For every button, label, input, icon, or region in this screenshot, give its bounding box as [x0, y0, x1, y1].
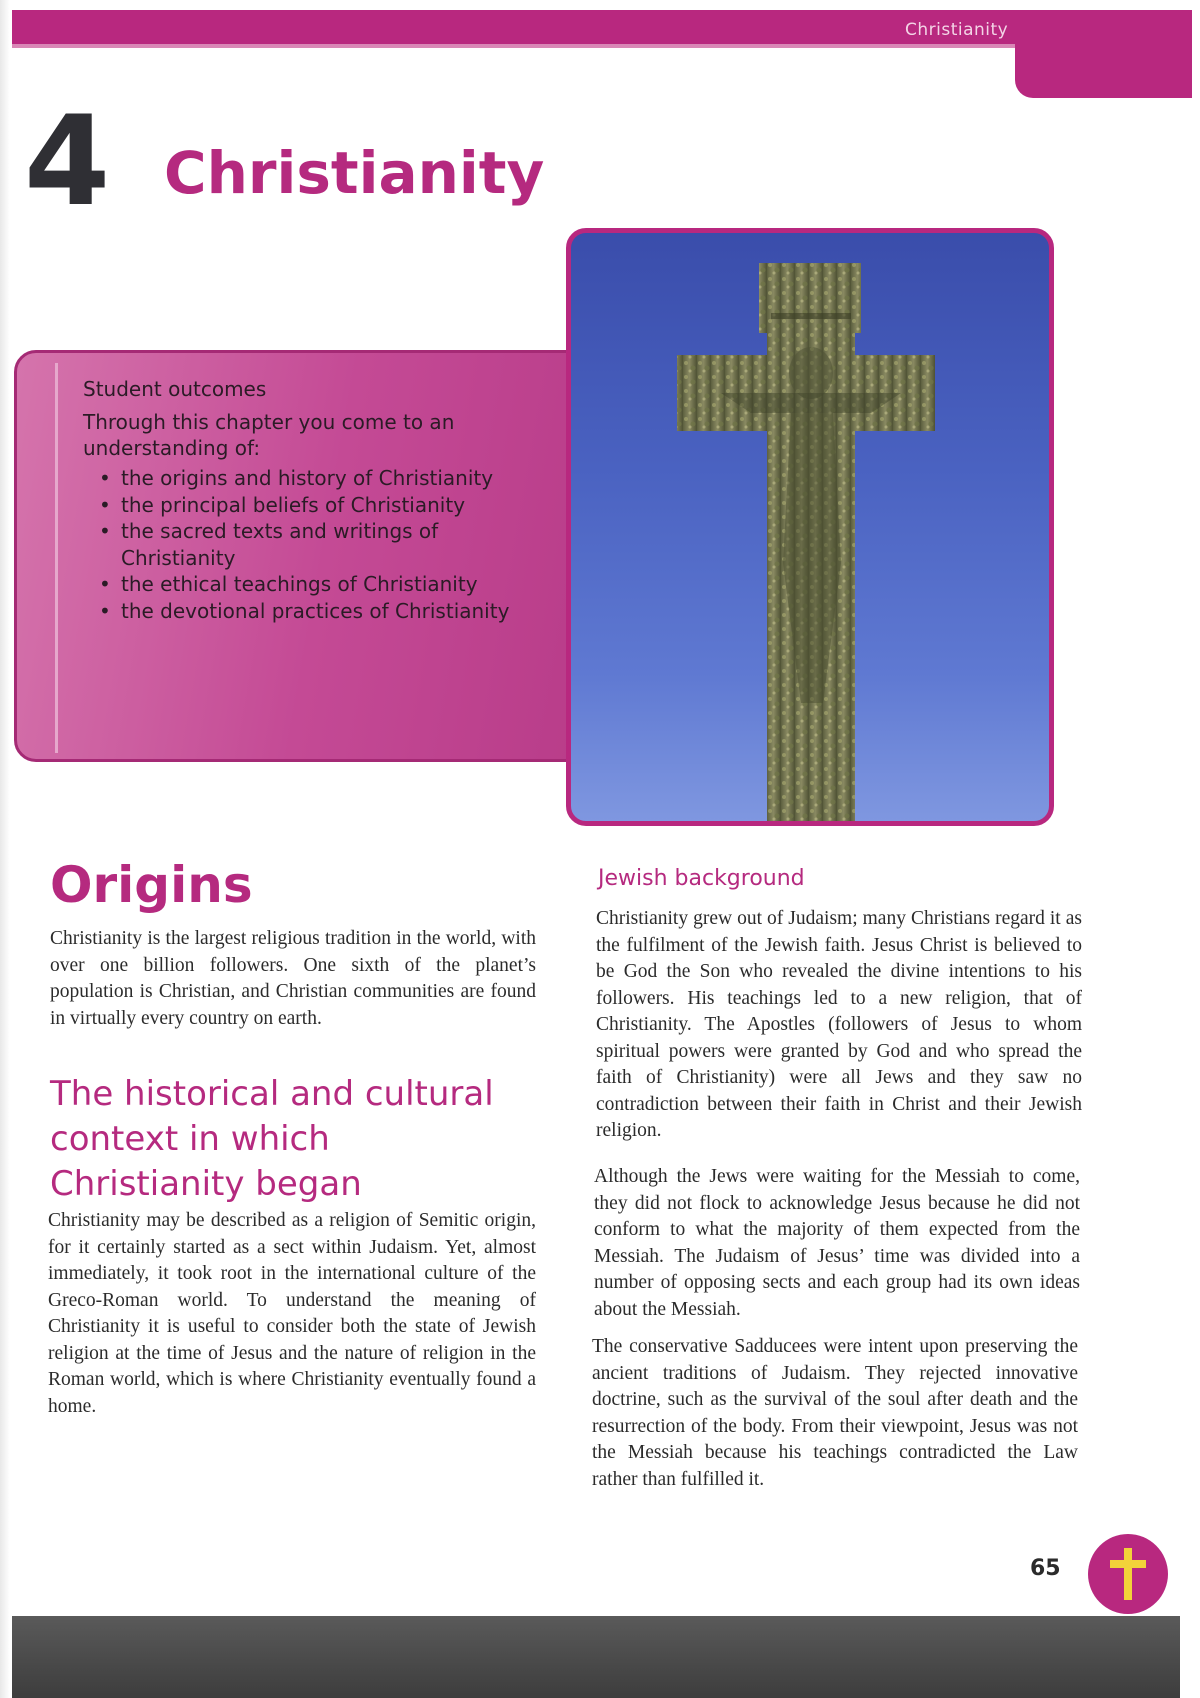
- page-number: 65: [1030, 1556, 1061, 1581]
- outcome-text: the origins and history of Christianity: [121, 466, 494, 490]
- stone-cross-photo: [566, 228, 1054, 826]
- outcome-text: the sacred texts and writings of Christianity: [121, 519, 439, 570]
- context-paragraph: Christianity may be described as a religion of Semitic origin, for it certainly started as a sect within Judaism. Yet, almost immediately, it took root in the international culture of the Greco-Roman world. To understand the meaning of Christianity it is useful to consider both the state of Jewish religion at the time of Jesus and the nature of religion in the Roman world, which is where Christianity eventually found a home.: [48, 1210, 536, 1417]
- stone-cross-icon: [571, 233, 1049, 821]
- jewish-background-paragraph: Although the Jews were waiting for the Messiah to come, they did not flock to acknowledge Jesus because he did not conform to what the majority of them expected from the Messiah. The Judaism of Jesus’ time was divided into a number of opposing sects and each group had its own ideas about the Messiah.: [594, 1166, 1080, 1320]
- context-heading: The historical and cultural context in which Christianity began: [50, 1074, 494, 1204]
- jewish-background-heading: Jewish background: [598, 866, 805, 891]
- running-head: Christianity: [905, 20, 1009, 40]
- bullet-icon: •: [99, 572, 111, 596]
- panel-rule: [55, 363, 58, 753]
- jewish-background-paragraph: The conservative Sadducees were intent upon preserving the ancient traditions of Judaism. They rejected innovative doctrine, such as the survival of the soul after death and the resurrection of the body. From their viewpoint, Jesus was not the Messiah because his teachings contradicted the Law rather than fulfilled it.: [592, 1336, 1078, 1490]
- jewish-background-paragraph: Christianity grew out of Judaism; many Christians regard it as the fulfilment of the Jewish faith. Jesus Christ is believed to be God the Son who revealed the divine intentions to his followers. His teachings led to a new religion, that of Christianity. The Apostles (followers of Jesus to whom spiritual powers were granted by God and who spread the faith of Christianity) were all Jews and they saw no contradiction between their faith in Christ and their Jewish religion.: [596, 908, 1082, 1141]
- chapter-title: Christianity: [164, 139, 545, 207]
- student-outcomes-panel: [14, 350, 574, 762]
- bullet-icon: •: [99, 466, 111, 490]
- cross-badge: [1088, 1534, 1168, 1614]
- outcome-text: the ethical teachings of Christianity: [121, 572, 478, 596]
- header-rule: [12, 44, 1022, 48]
- outcomes-intro: Through this chapter you come to an understanding of:: [83, 410, 455, 460]
- outcomes-list: [83, 465, 523, 624]
- bullet-icon: •: [99, 492, 111, 517]
- page-shadow-edge: [0, 0, 10, 1698]
- origins-paragraph: Christianity is the largest religious tradition in the world, with over one billion followers. One sixth of the planet’s population is Christian, and Christian communities are found in virtually every country on earth.: [50, 928, 536, 1029]
- outcome-item: [83, 465, 523, 492]
- outcome-item: [83, 492, 523, 519]
- origins-heading: Origins: [50, 856, 253, 914]
- outcome-item: [83, 571, 523, 598]
- outcome-item: [83, 598, 523, 625]
- cross-icon: [1088, 1534, 1168, 1614]
- outcomes-heading: Student outcomes: [83, 377, 267, 401]
- bullet-icon: •: [99, 519, 111, 543]
- outcome-text: the devotional practices of Christianity: [121, 598, 510, 623]
- footer-band: [12, 1616, 1180, 1698]
- outcome-text: the principal beliefs of Christianity: [121, 492, 466, 517]
- bullet-icon: •: [99, 598, 111, 623]
- outcome-item: [83, 518, 523, 571]
- chapter-number: 4: [24, 90, 111, 234]
